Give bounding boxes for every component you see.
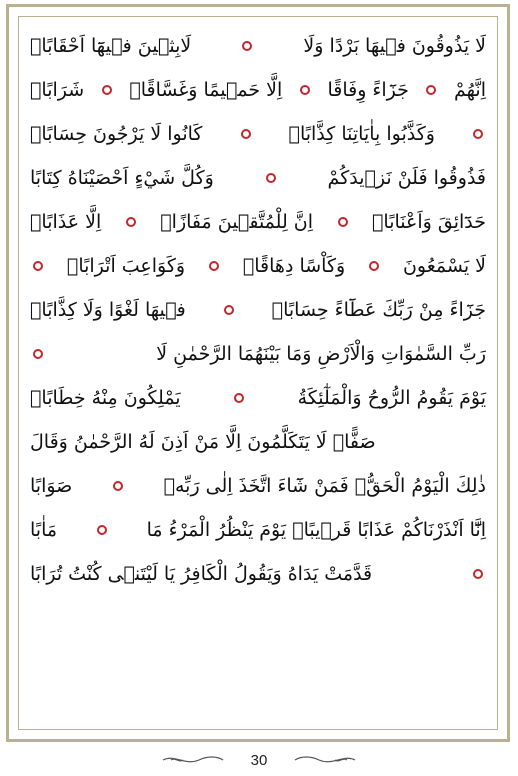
text-segment: وَكَذَّبُوا بِاٰيَاتِنَا كِذَّابًاۜ — [288, 123, 435, 145]
text-line — [30, 552, 486, 596]
page-number: 30 — [250, 751, 268, 769]
text-line — [30, 200, 486, 244]
text-segment: يَمْلِكُونَ مِنْهُ خِطَابًاۚ — [30, 387, 181, 409]
text-segment: صَوَابًا — [30, 475, 73, 497]
text-segment: شَرَابًاۙ — [30, 79, 85, 101]
text-segment: اِلَّا حَمٖيمًا وَغَسَّاقًاۙ — [129, 79, 283, 101]
text-line — [30, 24, 486, 68]
text-segment: حَدَٓائِقَ وَاَعْنَابًاۙ — [372, 211, 486, 233]
text-line — [30, 464, 486, 508]
ayah-end-marker-icon — [338, 217, 348, 227]
text-segment: اِنَّٓا اَنْذَرْنَاكُمْ عَذَابًا قَرٖيبًاۚ يَوْمَ يَنْظُرُ الْمَرْءُ مَا — [146, 519, 486, 541]
ayah-end-marker-icon — [33, 261, 43, 271]
text-segment: اِنَّ لِلْمُتَّقٖينَ مَفَازًاۙ — [160, 211, 314, 233]
ayah-end-marker-icon — [224, 305, 234, 315]
page-footer — [0, 748, 518, 772]
text-line — [30, 288, 486, 332]
text-line — [30, 244, 486, 288]
right-ornament-icon — [277, 752, 357, 768]
ayah-end-marker-icon — [369, 261, 379, 271]
text-line — [30, 112, 486, 156]
ayah-end-marker-icon — [97, 525, 107, 535]
text-segment: كَانُوا لَا يَرْجُونَ حِسَابًاۙ — [30, 123, 203, 145]
ayah-end-marker-icon — [209, 261, 219, 271]
text-segment: جَزَٓاءً وِفَاقًا — [327, 79, 409, 101]
text-segment: اِلَّا عَذَابًاۚ — [30, 211, 102, 233]
ayah-end-marker-icon — [234, 393, 244, 403]
text-segment: فٖيهَا لَغْوًا وَلَا كِذَّابًاۚ — [30, 299, 186, 321]
text-segment: لَا يَسْمَعُونَ — [402, 255, 486, 277]
text-segment: صَفًّاۜ لَا يَتَكَلَّمُونَ اِلَّا مَنْ اَذِنَ لَهُ الرَّحْمٰنُ وَقَالَ — [30, 431, 376, 453]
ayah-end-marker-icon — [473, 129, 483, 139]
left-ornament-icon — [161, 752, 241, 768]
ayah-end-marker-icon — [300, 85, 310, 95]
ayah-end-marker-icon — [241, 129, 251, 139]
text-segment: ذٰلِكَ الْيَوْمُ الْحَقُّۚ فَمَنْ شَٓاءَ اتَّخَذَ اِلٰى رَبِّهٖ — [163, 475, 486, 497]
ayah-end-marker-icon — [33, 349, 43, 359]
ayah-end-marker-icon — [102, 85, 112, 95]
text-segment: مَاٰبًا — [30, 519, 58, 541]
text-line — [30, 420, 486, 464]
text-segment: وَكَوَاعِبَ اَتْرَابًاۙ — [66, 255, 186, 277]
text-segment: لَا يَذُوقُونَ فٖيهَا بَرْدًا وَلَا — [303, 35, 486, 57]
ayah-end-marker-icon — [426, 85, 436, 95]
text-line — [30, 508, 486, 552]
text-segment: لَابِثٖينَ فٖيهَٓا اَحْقَابًاۚ — [30, 35, 192, 57]
text-segment: وَكَاْسًا دِهَاقًاۜ — [242, 255, 346, 277]
text-segment: اِنَّهُمْ — [454, 79, 486, 101]
text-segment: فَذُوقُوا فَلَنْ نَزٖيدَكُمْ — [327, 167, 486, 189]
text-line — [30, 156, 486, 200]
text-segment: رَبِّ السَّمٰوَاتِ وَالْاَرْضِ وَمَا بَيْنَهُمَا الرَّحْمٰنِ لَا — [156, 343, 486, 365]
ayah-end-marker-icon — [113, 481, 123, 491]
text-segment: وَكُلَّ شَيْءٍ اَحْصَيْنَاهُ كِتَابًا — [30, 167, 214, 189]
text-line — [30, 376, 486, 420]
ayah-end-marker-icon — [473, 569, 483, 579]
ayah-end-marker-icon — [242, 41, 252, 51]
text-line — [30, 68, 486, 112]
ayah-end-marker-icon — [126, 217, 136, 227]
text-segment: قَدَّمَتْ يَدَاهُ وَيَقُولُ الْكَافِرُ يَا لَيْتَنٖى كُنْتُ تُرَابًا — [30, 563, 373, 585]
quran-text-block — [30, 24, 486, 684]
text-line — [30, 332, 486, 376]
text-segment: جَزَٓاءً مِنْ رَبِّكَ عَطَٓاءً حِسَابًاۙ — [271, 299, 486, 321]
ayah-end-marker-icon — [266, 173, 276, 183]
text-segment: يَوْمَ يَقُومُ الرُّوحُ وَالْمَلٰٓئِكَةُ — [297, 387, 486, 409]
